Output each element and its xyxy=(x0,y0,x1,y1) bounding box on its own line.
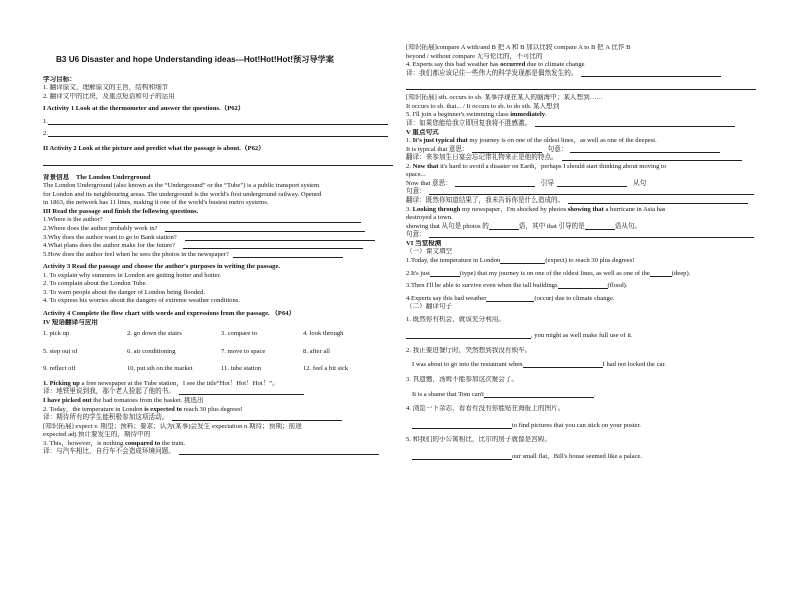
section-IV-heading: IV 短语翻译与应用 xyxy=(43,318,99,326)
example-5-translation[interactable]: 译：如果您能给我立即回复我将不胜感激。 xyxy=(406,120,756,129)
sentence-1-meaning[interactable]: It is typical that 意思： 句意： xyxy=(406,146,756,155)
background-text-1: The London Underground (also known as the “Underground” or the “Tube”) is a public transport system xyxy=(43,182,320,190)
goals-heading: 学习目标： xyxy=(43,75,76,83)
sentence-2: 2. Now that it's hard to avoid a disaster on Earth，perhaps I should start thinking about moving to xyxy=(406,162,667,170)
question-1[interactable]: 1.Where is the author? xyxy=(43,216,393,225)
translate-5-cn: 5. 和我们的小公寓相比，比尔的房子就像是宫殿。 xyxy=(406,436,552,444)
answer-line-1[interactable]: 1. xyxy=(43,118,393,127)
background-text-3: in 1863, the network has 11 lines, making it one of the world's busiest metro systems. xyxy=(43,199,269,207)
sentence-2-translation[interactable]: 翻译：既然你知道结果了，我未告诉你是什么造成的。 xyxy=(406,197,756,206)
left-column xyxy=(43,0,393,561)
question-3[interactable]: 3.Why does the author want to go to Bank station? xyxy=(43,234,393,243)
activity-3-heading: Activity 3 Read the passage and choose the author's purposes in writing the passage. xyxy=(43,263,281,271)
phrase-item: 12. feel a bit sick xyxy=(303,365,349,373)
example-2-note-2: expected adj.预计要发生的，期待中的 xyxy=(43,431,151,439)
translate-4[interactable]: to find pictures that you can stick on your poster. xyxy=(406,422,756,431)
prediction-line[interactable] xyxy=(43,158,393,166)
example-5: 5. I'll join a beginner's swimming class immediately. xyxy=(406,111,547,119)
example-2-note-1: [知识拓展] expect v. 期望；预料；要求；认为(某事)会发生 expectation n.期待；预期；前途 xyxy=(43,422,302,430)
activity-1-heading: I Activity 1 Look at the thermometer and answer the questions.（P62） xyxy=(43,105,245,113)
fill-2[interactable]: 2.It's just (type) that my journey is on one of the oldest lines, as well as one of the (deep). xyxy=(406,269,691,277)
phrase-item: 5. step out of xyxy=(43,347,78,355)
phrase-item: 6. air conditioning xyxy=(127,347,176,355)
example-2-translation[interactable]: 译：期待所有的学生能积极参加这项活动。 xyxy=(43,414,393,423)
translate-5[interactable]: our small flat，Bill's house seemed like a palace. xyxy=(406,453,756,462)
section-V-heading: V 重点句式 xyxy=(406,128,439,136)
example-4: 4. Experts say this bad weather has occurred due to climate change xyxy=(406,61,585,69)
phrase-item: 1. pick up xyxy=(43,330,70,338)
phrase-item: 4. look through xyxy=(303,330,344,338)
phrase-item: 10. put sth on the market xyxy=(127,365,193,373)
answer-line-2[interactable]: 2. xyxy=(43,130,393,139)
phrase-item: 9. reflect off xyxy=(43,365,76,373)
translate-heading: （二）翻译句子 xyxy=(406,303,453,311)
phrase-item: 2. go down the stairs xyxy=(127,330,182,338)
question-4[interactable]: 4.What plans does the author make for the future? xyxy=(43,242,393,251)
phrase-item: 8. after all xyxy=(303,347,330,355)
background-text-2: for London and its neighbouring areas. The underground is the world's first underground railway. Opened xyxy=(43,190,322,198)
sentence-3-gloss[interactable]: 句意： xyxy=(406,231,756,240)
goal-1: 1. 翻译原文，理解原文的主旨，结构和细节 xyxy=(43,84,169,92)
right-column xyxy=(406,0,756,605)
phrase-item: 11. tube station xyxy=(221,365,262,373)
example-1: 1. Picking up a free newspaper at the Tube station，I see the title“Hot！Hot！Hot！”。 xyxy=(43,379,279,387)
translate-2-cn: 2. 我正要进餐厅时，突然想到我没有锁车。 xyxy=(406,346,532,354)
purpose-2[interactable]: 2. To complain about the London Tube. xyxy=(43,280,148,288)
purpose-3[interactable]: 3. To warn people about the danger of London being flooded. xyxy=(43,288,206,296)
sentence-3-cont: destroyed a town. xyxy=(406,214,453,222)
blank-line[interactable] xyxy=(406,82,756,90)
translate-3[interactable]: It is a shame that Tom can't . xyxy=(412,390,596,398)
question-5[interactable]: 5.How does the author feel when he sees the photos in the newspaper? xyxy=(43,251,393,260)
sentence-1: 1. It's just typical that my journey is on one of the oldest lines，as well as one of the deepest. xyxy=(406,137,657,145)
question-2[interactable]: 2.Where does the author probably work in? xyxy=(43,225,393,234)
compare-note: [知识拓展]compare A with/and B 把 A 和 B 加以比较 compare A to B 把 A 比作 B xyxy=(406,44,631,51)
sentence-3-analysis[interactable]: showing that 从句是 photos 的 语，其中 that 引导的是 语从句。 xyxy=(406,222,642,230)
fill-3[interactable]: 3.Then I'll be able to survive even when the tall buildings (flood). xyxy=(406,282,628,290)
sentence-1-translation[interactable]: 翻译：来参加生日宴会忘记带礼物来正是他的特点。 xyxy=(406,154,756,163)
sentence-2-cont: space... xyxy=(406,171,426,179)
fill-1[interactable]: 1.Today, the temperature in London (expect) to reach 30 plus degrees! xyxy=(406,256,635,264)
example-1-extra: I have picked out the bad tomatoes from the basket. 挑选出 xyxy=(43,396,204,404)
purpose-4[interactable]: 4. To express his worries about the dangers of extreme weather conditions. xyxy=(43,297,240,305)
example-3-translation[interactable]: 译：与汽车相比，自行车不会造成环境问题。 xyxy=(43,448,393,457)
example-2: 2. Today，the temperature in London is expected to reach 30 plus degrees! xyxy=(43,405,243,413)
translate-1-cn: 1. 既然你有机会，就该充分利用。 xyxy=(406,315,505,323)
purpose-1[interactable]: 1. To explain why summers in London are getting hotter and hotter. xyxy=(43,271,221,279)
section-VI-heading: VI 当堂检测 xyxy=(406,239,442,247)
activity-4-heading: Activity 4 Complete the flow chart with words and expressions from the passage. （P64） xyxy=(43,310,296,318)
background-heading: 背景信息 The London Underground xyxy=(43,173,151,181)
fill-heading: （一）课文填空 xyxy=(406,248,453,256)
activity-2-heading: II Activity 2 Look at the picture and predict what the passage is about.（P62） xyxy=(43,145,265,153)
fill-4[interactable]: 4.Experts say this bad weather (occur) due to climate change. xyxy=(406,294,615,302)
example-3: 3. This，however，is nothing compared to the train. xyxy=(43,439,186,447)
goal-2: 2. 翻译文中的比块，及重点短语和句子的运用 xyxy=(43,92,175,100)
compare-note-2: beyond / without compare 无与伦比的，不可比的 xyxy=(406,52,543,60)
phrase-item: 3. compare to xyxy=(221,330,258,338)
translate-3-cn: 3. 真遗憾，汤姆不能参加这次聚会了。 xyxy=(406,376,519,383)
worksheet-title: B3 U6 Disaster and hope Understanding ideas---Hot!Hot!Hot!预习导学案 xyxy=(56,55,334,64)
phrase-item: 7. move to space xyxy=(221,347,266,355)
translate-2[interactable]: I was about to go into the restaurant when I had not locked the car. xyxy=(412,361,666,369)
example-4-translation[interactable]: 译：我们都应该记住一些伟大的科学发现都是偶然发生的。 xyxy=(406,70,756,79)
phrase-grid xyxy=(43,330,393,374)
occur-note: [知识拓展] sth. occurs to sb. 某事浮现在某人的脑海中；某人想到…… xyxy=(406,94,603,102)
section-III-heading: III Read the passage and finish the following questions. xyxy=(43,207,199,215)
sentence-3: 3. Looking through my newspaper，I'm shocked by photos showing that a hurricane in Asia has xyxy=(406,205,666,213)
example-1-translation[interactable]: 译：地铁里说到我，那个老人捡起了他的书。 xyxy=(43,388,393,397)
translate-1[interactable]: , you might as well make full use of it. xyxy=(406,332,756,341)
sentence-2-gloss[interactable]: 句意： xyxy=(406,188,756,197)
translate-4-cn: 4. 浏览一下杂志，看看有没有你能贴在海报上的图片。 xyxy=(406,405,565,413)
occur-note-2: It occurs to sb. that... / It occurs to sb. to do sth. 某人想到 xyxy=(406,102,560,110)
sentence-2-meaning[interactable]: Now that 意思： 引导 从句 xyxy=(406,179,647,187)
